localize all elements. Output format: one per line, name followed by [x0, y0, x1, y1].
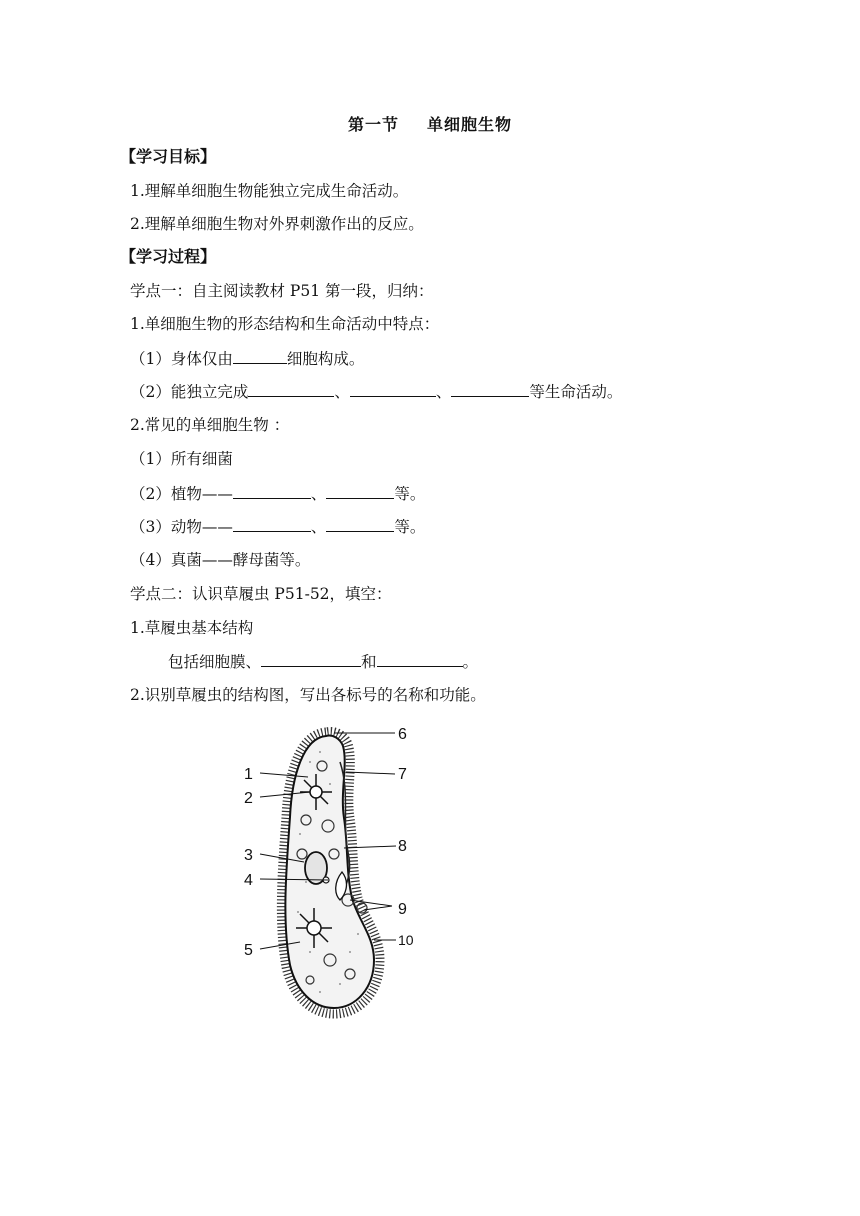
label-4: 4 [244, 872, 253, 889]
answer-blank[interactable] [326, 483, 394, 499]
point2-question-2: 2.识别草履虫的结构图，写出各标号的名称和功能。 [130, 686, 486, 704]
label-1: 1 [244, 766, 253, 783]
label-10: 10 [398, 932, 414, 948]
label-9: 9 [398, 901, 407, 918]
answer-blank[interactable] [326, 516, 394, 532]
section-number: 第一节 [347, 115, 399, 134]
point1-question-1: 1.单细胞生物的形态结构和生命活动中特点： [130, 315, 440, 333]
answer-blank[interactable] [261, 651, 361, 667]
answer-blank[interactable] [233, 516, 311, 532]
objective-item-2: 2.理解单细胞生物对外界刺激作出的反应。 [130, 215, 424, 233]
point2-question-1-body: 包括细胞膜、 和 。 [168, 653, 479, 671]
label-3: 3 [244, 847, 253, 864]
paramecium-diagram [230, 722, 450, 1032]
answer-blank[interactable] [248, 381, 334, 397]
answer-blank[interactable] [377, 651, 463, 667]
objectives-heading: 【学习目标】 [120, 147, 217, 166]
point1-question-2b: （2）植物—— 、 等。 [130, 485, 426, 503]
answer-blank[interactable] [350, 381, 436, 397]
point1-question-1a: （1）身体仅由 细胞构成。 [130, 350, 365, 368]
page-title [0, 112, 860, 135]
point1-question-2a: （1）所有细菌 [130, 450, 233, 468]
label-8: 8 [398, 838, 407, 855]
point1-intro: 学点一：自主阅读教材 P51 第一段，归纳： [130, 282, 434, 300]
label-6: 6 [398, 726, 407, 743]
label-2: 2 [244, 790, 253, 807]
point2-intro: 学点二：认识草履虫 P51-52，填空： [130, 585, 392, 603]
process-heading: 【学习过程】 [120, 247, 217, 266]
point1-question-2: 2.常见的单细胞生物 ： [130, 416, 290, 434]
point1-question-2c: （3）动物—— 、 等。 [130, 518, 426, 536]
objective-item-1: 1.理解单细胞生物能独立完成生命活动。 [130, 182, 409, 200]
paramecium-illustration [230, 722, 450, 1032]
answer-blank[interactable] [233, 483, 311, 499]
answer-blank[interactable] [233, 348, 287, 364]
label-7: 7 [398, 766, 407, 783]
point1-question-1b: （2）能独立完成 、 、 等生命活动。 [130, 383, 623, 401]
section-title: 单细胞生物 [427, 115, 513, 134]
label-5: 5 [244, 942, 253, 959]
point2-question-1: 1.草履虫基本结构 [130, 619, 254, 637]
point1-question-2d: （4）真菌——酵母菌等。 [130, 551, 311, 569]
answer-blank[interactable] [451, 381, 529, 397]
